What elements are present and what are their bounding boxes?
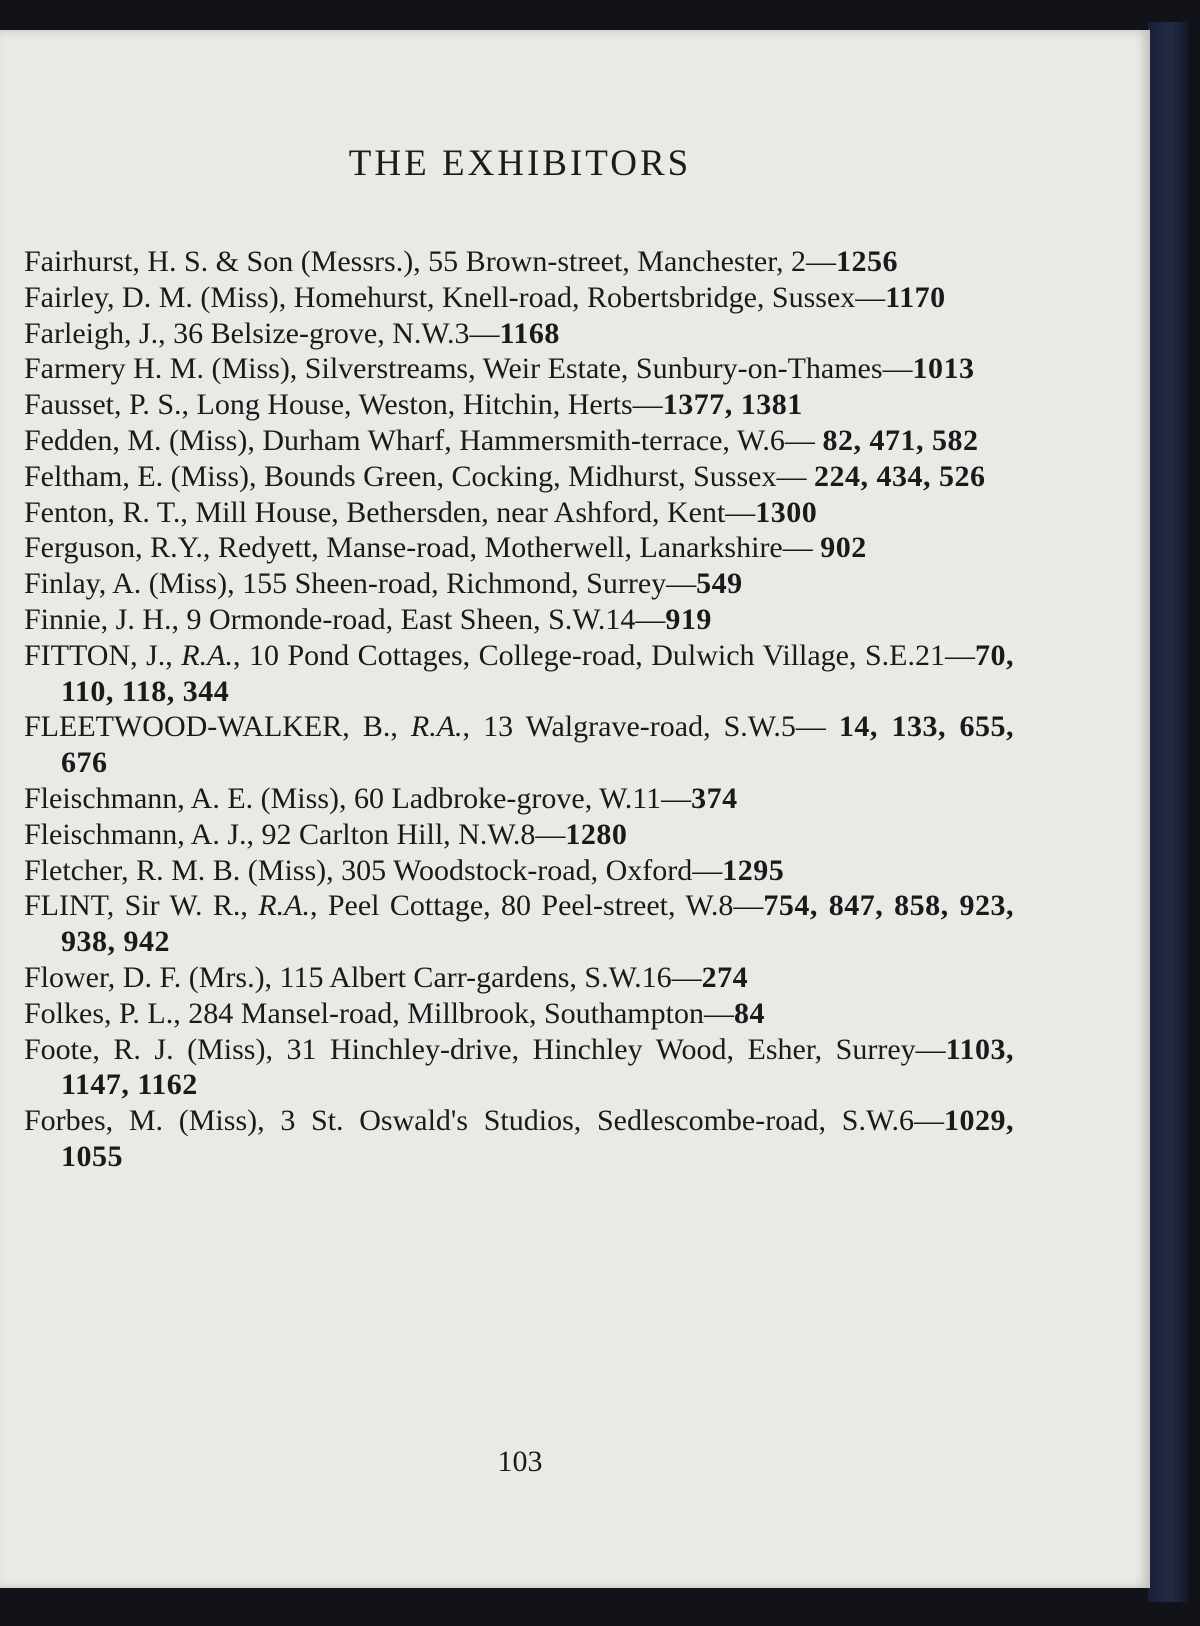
- exhibitor-entry: Fenton, R. T., Mill House, Bethersden, near Ashford, Kent—1300: [24, 495, 818, 529]
- catalogue-numbers: 84: [733, 996, 765, 1030]
- catalogue-numbers: 1256: [836, 245, 899, 278]
- exhibitor-entry: Fausset, P. S., Long House, Weston, Hitchin, Herts—1377, 1381: [24, 388, 803, 422]
- catalogue-numbers: 374: [691, 781, 738, 815]
- exhibitor-entry: FITTON, J., R.A., 10 Pond Cottages, College-road, Dulwich Village, S.E.21—70, 110, 118, 344: [24, 638, 1014, 708]
- catalogue-numbers: 14, 133, 655, 676: [61, 710, 1014, 780]
- catalogue-numbers: 1103, 1147, 1162: [61, 1032, 1014, 1102]
- catalogue-numbers: 1280: [565, 817, 628, 851]
- exhibitor-entry: Fletcher, R. M. B. (Miss), 305 Woodstock-road, Oxford—1295: [24, 853, 785, 887]
- academician-mark: R.A.: [258, 889, 310, 923]
- book-page: [0, 30, 1150, 1588]
- page-number: 103: [497, 1445, 543, 1478]
- catalogue-numbers: 1377, 1381: [662, 388, 803, 422]
- page-title: THE EXHIBITORS: [348, 143, 692, 184]
- exhibitor-entry: Foote, R. J. (Miss), 31 Hinchley-drive, Hinchley Wood, Esher, Surrey—1103, 1147, 1162: [24, 1032, 1014, 1102]
- catalogue-numbers: 224, 434, 526: [813, 459, 986, 493]
- catalogue-numbers: 1029, 1055: [61, 1104, 1014, 1173]
- catalogue-numbers: 70, 110, 118, 344: [61, 638, 1014, 708]
- exhibitor-entry: Finlay, A. (Miss), 155 Sheen-road, Richmond, Surrey—549: [24, 567, 743, 601]
- catalogue-numbers: 1013: [912, 352, 975, 386]
- exhibitor-entry: FLEETWOOD-WALKER, B., R.A., 13 Walgrave-road, S.W.5— 14, 133, 655, 676: [24, 710, 1014, 780]
- exhibitor-entry: Fleischmann, A. J., 92 Carlton Hill, N.W.8—1280: [24, 817, 628, 851]
- exhibitor-entry: Fedden, M. (Miss), Durham Wharf, Hammersmith-terrace, W.6— 82, 471, 582: [24, 423, 979, 457]
- catalogue-numbers: 1170: [885, 280, 946, 314]
- catalogue-numbers: 274: [701, 960, 749, 994]
- academician-mark: R.A.: [181, 638, 233, 672]
- catalogue-numbers: 1295: [722, 853, 785, 887]
- exhibitor-entry: Farmery H. M. (Miss), Silverstreams, Weir Estate, Sunbury-on-Thames—1013: [24, 352, 975, 386]
- catalogue-numbers: 549: [696, 567, 743, 601]
- exhibitor-entry: Forbes, M. (Miss), 3 St. Oswald's Studios, Sedlescombe-road, S.W.6—1029, 1055: [24, 1104, 1014, 1173]
- exhibitor-entry: Fairhurst, H. S. & Son (Messrs.), 55 Brown-street, Manchester, 2—1256: [24, 245, 899, 278]
- academician-mark: R.A.: [410, 710, 463, 744]
- exhibitor-entry: Ferguson, R.Y., Redyett, Manse-road, Motherwell, Lanarkshire— 902: [24, 531, 867, 565]
- exhibitor-entry: Folkes, P. L., 284 Mansel-road, Millbrook, Southampton—84: [24, 996, 765, 1030]
- catalogue-numbers: 1168: [499, 316, 560, 350]
- catalogue-numbers: 1300: [755, 495, 818, 529]
- exhibitor-list: [24, 244, 1014, 1175]
- exhibitor-entry: Farleigh, J., 36 Belsize-grove, N.W.3—1168: [24, 316, 560, 350]
- exhibitor-entry: Fairley, D. M. (Miss), Homehurst, Knell-road, Robertsbridge, Sussex—1170: [24, 280, 946, 314]
- exhibitor-entry: Finnie, J. H., 9 Ormonde-road, East Sheen, S.W.14—919: [24, 602, 712, 636]
- catalogue-numbers: 82, 471, 582: [822, 423, 979, 457]
- exhibitor-entry: Feltham, E. (Miss), Bounds Green, Cocking, Midhurst, Sussex— 224, 434, 526: [24, 459, 986, 493]
- exhibitor-entry: Fleischmann, A. E. (Miss), 60 Ladbroke-grove, W.11—374: [24, 781, 738, 815]
- catalogue-numbers: 902: [820, 531, 867, 565]
- catalogue-numbers: 919: [665, 602, 712, 636]
- book-cover-edge: [1148, 22, 1188, 1602]
- exhibitor-entry: Flower, D. F. (Mrs.), 115 Albert Carr-gardens, S.W.16—274: [24, 960, 749, 994]
- catalogue-numbers: 754, 847, 858, 923, 938, 942: [61, 889, 1015, 959]
- exhibitor-entry: FLINT, Sir W. R., R.A., Peel Cottage, 80 Peel-street, W.8—754, 847, 858, 923, 938, 942: [24, 889, 1015, 959]
